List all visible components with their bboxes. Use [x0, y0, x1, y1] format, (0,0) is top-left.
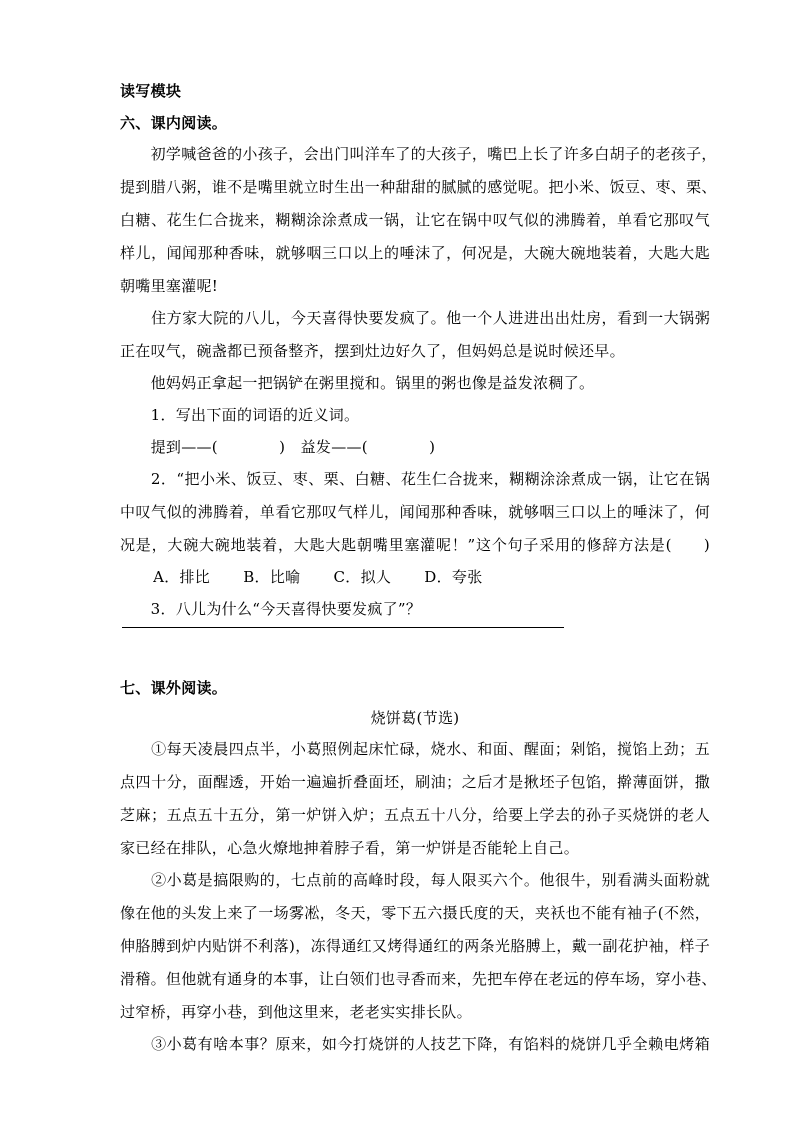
question-2-line: 中叹气似的沸腾着，单看它那叹气样儿，闻闻那种香味，就够咽三口以上的唾沫了，何	[120, 503, 710, 521]
section-7-heading: 七、课外阅读。	[120, 679, 228, 697]
paragraph-line: 伸胳膊到炉内贴饼不利落)，冻得通红又烤得通红的两条光胳膊上，戴一副花护袖，样子	[120, 937, 710, 955]
paragraph-line: 他妈妈正拿起一把锅铲在粥里搅和。锅里的粥也像是益发浓稠了。	[120, 374, 595, 392]
paragraph-line: ②小葛是搞限购的，七点前的高峰时段，每人限买六个。他很牛，别看满头面粉就	[120, 871, 710, 889]
answer-line[interactable]	[122, 627, 564, 628]
question-1-blanks[interactable]: 提到——( ) 益发——( )	[120, 438, 436, 456]
paragraph-line: 住方家大院的八儿，今天喜得快要发疯了。他一个人进进出出灶房，看到一大锅粥	[120, 309, 710, 327]
option-a[interactable]: A．排比	[153, 568, 211, 586]
question-2-line: 况是，大碗大碗地装着，大匙大匙朝嘴里塞灌呢！”这个句子采用的修辞方法是( )	[120, 536, 710, 554]
paragraph-line: 家已经在排队，心急火燎地抻着脖子看，第一炉饼是否能轮上自己。	[120, 839, 580, 857]
paragraph-line: 像在他的头发上来了一场雾凇，冬天，零下五六摄氏度的天，夹袄也不能有袖子(不然，	[120, 904, 710, 922]
paragraph-line: ③小葛有啥本事？原来，如今打烧饼的人技艺下降，有馅料的烧饼几乎全赖电烤箱	[120, 1035, 710, 1053]
paragraph-line: 芝麻；五点五十五分，第一炉饼入炉；五点五十八分，给要上学去的孙子买烧饼的老人	[120, 806, 710, 824]
option-d[interactable]: D．夸张	[424, 568, 483, 586]
option-c[interactable]: C．拟人	[333, 568, 392, 586]
question-2-options	[120, 566, 710, 588]
paragraph-line: 样儿，闻闻那种香味，就够咽三口以上的唾沫了，何况是，大碗大碗地装着，大匙大匙	[120, 244, 710, 262]
paragraph-line: 朝嘴里塞灌呢!	[120, 277, 219, 295]
paragraph-line: 过窄桥，再穿小巷，到他这里来，老老实实排长队。	[120, 1003, 472, 1021]
question-3: 3．八儿为什么“今天喜得快要发疯了”？	[120, 600, 422, 618]
question-1: 1．写出下面的词语的近义词。	[120, 406, 360, 424]
option-b[interactable]: B．比喻	[243, 568, 301, 586]
paragraph-line: ①每天凌晨四点半，小葛照例起床忙碌，烧水、和面、醒面；剁馅，搅馅上劲；五	[120, 740, 710, 758]
paragraph-line: 初学喊爸爸的小孩子，会出门叫洋车了的大孩子，嘴巴上长了许多白胡子的老孩子，	[120, 145, 717, 163]
paragraph-line: 白糖、花生仁合拢来，糊糊涂涂煮成一锅，让它在锅中叹气似的沸腾着，单看它那叹气	[120, 211, 710, 229]
paragraph-line: 正在叹气，碗盏都已预备整齐，摆到灶边好久了，但妈妈总是说时候还早。	[120, 342, 625, 360]
paragraph-line: 滑稽。但他就有通身的本事，让白领们也寻香而来，先把车停在老远的停车场，穿小巷、	[120, 970, 717, 988]
paragraph-line: 提到腊八粥，谁不是嘴里就立时生出一种甜甜的腻腻的感觉呢。把小米、饭豆、枣、栗、	[120, 178, 717, 196]
module-title: 读写模块	[120, 82, 182, 100]
section-6-heading: 六、课内阅读。	[120, 114, 228, 132]
passage-title: 烧饼葛(节选)	[370, 709, 460, 727]
question-2-line: 2．“把小米、饭豆、枣、栗、白糖、花生仁合拢来，糊糊涂涂煮成一锅，让它在锅	[120, 470, 710, 488]
paragraph-line: 点四十分，面醒透，开始一遍遍折叠面坯，刷油；之后才是揪坯子包馅，擀薄面饼，撒	[120, 773, 710, 791]
